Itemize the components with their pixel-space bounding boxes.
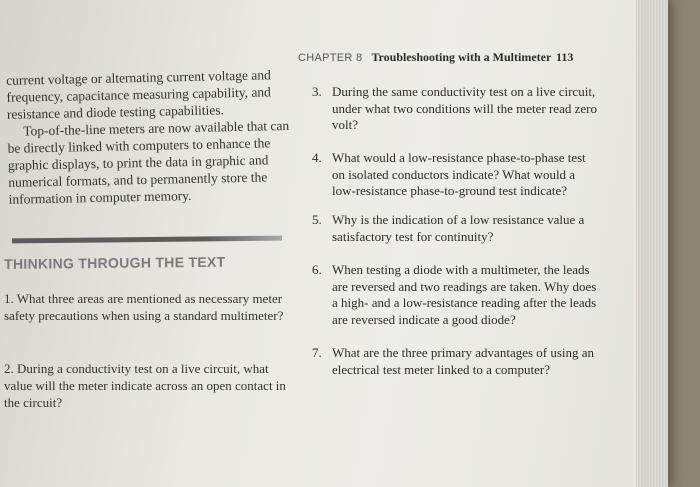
section-divider bbox=[12, 236, 282, 244]
paragraph-2: Top-of-the-line meters are now available that can be directly linked with computers to enhance the graphic displays, to print the data in graphic and numerical formats, and to permanently store the information in computer memory. bbox=[7, 117, 290, 207]
question-text: What three areas are mentioned as necessary meter safety precautions when using a standard multimeter? bbox=[4, 291, 284, 323]
question-text: What are the three primary advantages of using an electrical test meter linked to a computer? bbox=[332, 345, 595, 377]
section-title: THINKING THROUGH THE TEXT bbox=[4, 253, 226, 272]
question-6 bbox=[312, 262, 602, 328]
running-head bbox=[298, 50, 588, 65]
question-1 bbox=[4, 290, 286, 324]
question-3 bbox=[312, 84, 602, 134]
question-number: 6. bbox=[312, 262, 322, 277]
question-number: 2. bbox=[4, 361, 14, 376]
question-text: When testing a diode with a multimeter, the leads are reversed and two readings are taken. Why does a high- and a low-resistance reading after the leads are reversed indicate a good diode? bbox=[332, 262, 597, 327]
chapter-title: Troubleshooting with a Multimeter bbox=[371, 50, 552, 64]
question-5 bbox=[312, 212, 602, 245]
chapter-label: CHAPTER 8 bbox=[298, 52, 363, 64]
question-number: 4. bbox=[312, 150, 322, 165]
paragraph-1: current voltage or alternating current voltage and frequency, capacitance measuring capability, and resistance and diode testing capabilities. bbox=[6, 67, 272, 122]
question-number: 1. bbox=[4, 291, 14, 306]
question-text: What would a low-resistance phase-to-phase test on isolated conductors indicate? What would a low-resistance phase-to-ground test indicate? bbox=[332, 150, 586, 198]
question-text: During the same conductivity test on a live circuit, under what two conditions will the meter read zero volt? bbox=[332, 84, 597, 132]
page-number: 113 bbox=[556, 50, 574, 64]
left-body-text bbox=[0, 66, 298, 208]
page-edge-stack bbox=[636, 0, 668, 487]
question-2 bbox=[4, 360, 286, 411]
question-number: 3. bbox=[312, 84, 322, 99]
question-number: 7. bbox=[312, 345, 322, 360]
question-text: Why is the indication of a low resistance value a satisfactory test for continuity? bbox=[332, 212, 585, 244]
question-number: 5. bbox=[312, 212, 322, 227]
question-4 bbox=[312, 150, 602, 200]
question-text: During a conductivity test on a live circuit, what value will the meter indicate across an open contact in the circuit? bbox=[4, 361, 286, 410]
question-7 bbox=[312, 345, 602, 378]
